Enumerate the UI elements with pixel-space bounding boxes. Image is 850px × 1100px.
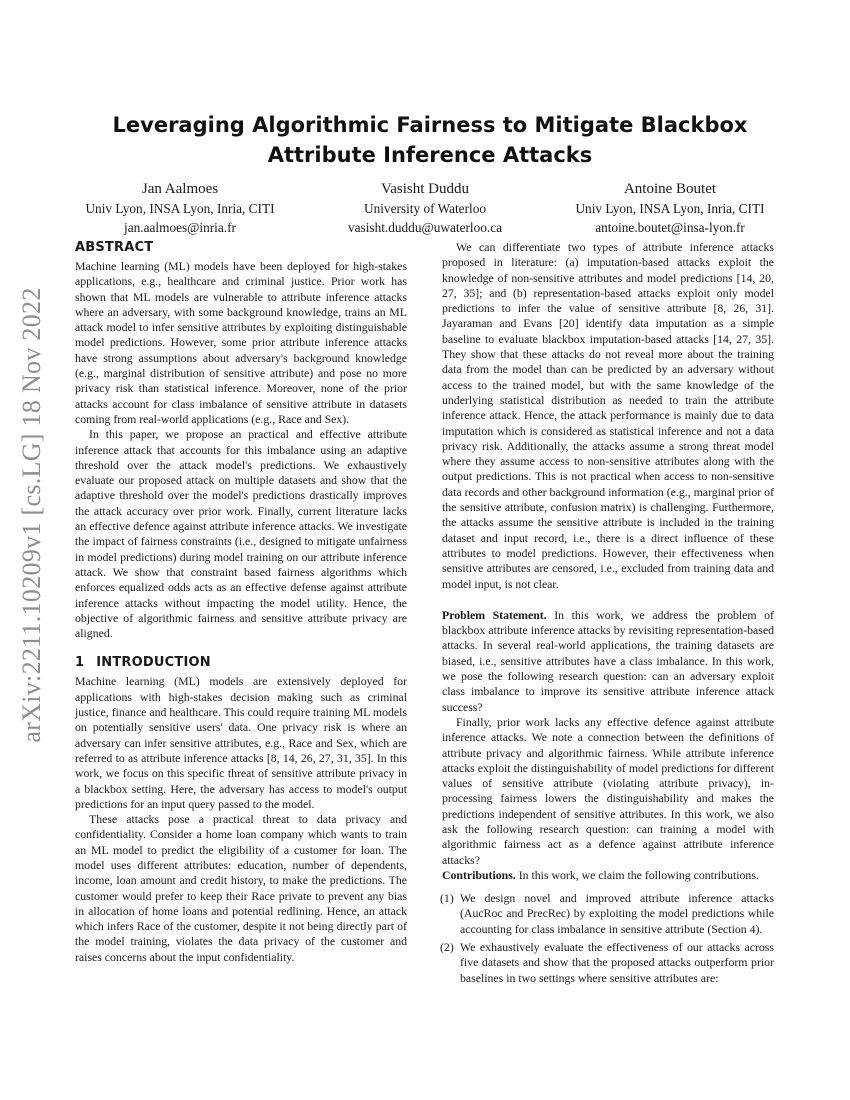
author-affiliation: Univ Lyon, INSA Lyon, Inria, CITI	[85, 201, 275, 216]
author-1	[60, 179, 300, 237]
problem-statement-paragraph	[442, 608, 774, 715]
right-column	[442, 240, 774, 989]
paper-title: Leveraging Algorithmic Fairness to Mitigate Blackbox Attribute Inference Attacks	[112, 113, 748, 167]
abstract-heading: ABSTRACT	[75, 240, 154, 255]
list-text: We design novel and improved attribute inference attacks (AucRoc and PrecRec) by exploiting the model predictions while accounting for class imbalance in sensitive attribute (Section 4).	[460, 891, 774, 936]
author-name: Jan Aalmoes	[141, 181, 219, 197]
contributions-list	[442, 891, 774, 986]
intro-paragraph-1: Machine learning (ML) models are extensively deployed for applications with high-stakes decision making such as criminal justice, finance and healthcare. This could require training ML models on potentially sensitive users' data. One privacy risk is where an adversary can infer sensitive attributes, e.g., Race and Sex, which are referred to as attribute inference attacks [8, 14, 26, 27, 31, 35]. In this work, we focus on this specific threat of sensitive attribute privacy in a blackbox setting. Here, the adversary has access to model's output predictions for an input query passed to the model.	[75, 674, 407, 811]
author-name: Vasisht Duddu	[381, 181, 469, 197]
author-3	[550, 179, 790, 237]
abstract-paragraph-1: Machine learning (ML) models have been deployed for high-stakes applications, e.g., healthcare and criminal justice. Prior work has shown that ML models are vulnerable to attribute inference attacks where an adversary, with some background knowledge, trains an ML attack model to infer sensitive attributes by exploiting distinguishable model predictions. However, some prior attribute inference attacks have strong assumptions about adversary's background knowledge (e.g., marginal distribution of sensitive attribute) and pose no more privacy risk than statistical inference. Moreover, none of the prior attacks account for class imbalance of sensitive attribute in datasets coming from real-world applications (e.g., Race and Sex).	[75, 259, 407, 426]
introduction-heading	[75, 655, 407, 670]
defence-paragraph: Finally, prior work lacks any effective defence against attribute inference attacks. We note a connection between the definitions of attribute privacy and algorithmic fairness. While attribute inference attacks exploit the distinguishability of model predictions for different values of sensitive attribute (violating attribute privacy), in-processing fairness lowers the distinguishability and makes the predictions independent of sensitive attributes. In this work, we also ask the following research question: can training a model with algorithmic fairness act as a defence against attribute inference attacks?	[442, 714, 774, 867]
problem-statement-label: Problem Statement.	[442, 607, 547, 622]
author-affiliation: Univ Lyon, INSA Lyon, Inria, CITI	[575, 201, 765, 216]
list-number: (1)	[440, 891, 454, 906]
attack-types-paragraph: We can differentiate two types of attribute inference attacks proposed in literature: (a) imputation-based attacks exploit the knowledge of non-sensitive attributes and model predictions [14, 20, 27, 35]; and (b) representation-based attacks exploit only model predictions to infer the value of sensitive attribute [8, 26, 31]. Jayaraman and Evans [20] identify data imputation as a simple baseline to evaluate blackbox imputation-based attacks [14, 27, 35]. They show that these attacks do not reveal more about the training data from the model than can be predicted by an adversary without access to the trained model, but with the same knowledge of the underlying statistical distribution as needed to train the attribute inference attack. Hence, the attack performance is mainly due to data imputation which is considered as statistical inference and not a data privacy risk. Additionally, the attacks assume a strong threat model where they assume access to non-sensitive attributes along with the output predictions. This is not practical when access to non-sensitive data records and other background information (e.g., marginal prior of the sensitive attribute, confusion matrix) is challenging. Furthermore, the attacks assume the sensitive attribute is included in the training dataset and input record, i.e., there is a direct influence of these attributes to model predictions. However, their effectiveness when sensitive attributes are censored, i.e., excluded from training data and model input, is not clear.	[442, 240, 774, 591]
list-text: We exhaustively evaluate the effectiveness of our attacks across five datasets and show that the proposed attacks outperform prior baselines in two settings where sensitive attributes are:	[460, 940, 774, 985]
author-2	[305, 179, 545, 237]
arxiv-identifier: arXiv:2211.10209v1 [cs.LG] 18 Nov 2022	[17, 287, 46, 743]
list-item	[442, 940, 774, 986]
author-email: jan.aalmoes@inria.fr	[124, 219, 236, 235]
problem-statement-text: In this work, we address the problem of blackbox attribute inference attacks by revisiting representation-based attacks. In several real-world applications, the training datasets are biased, i.e., sensitive attributes have a class imbalance. In this work, we pose the following research question: can an adversary exploit class imbalance to improve its sensitive attribute inference attack success?	[442, 607, 774, 714]
section-number: 1	[75, 655, 85, 671]
abstract-paragraph-2: In this paper, we propose an practical and effective attribute inference attack that accounts for this imbalance using an adaptive threshold over the attack model's predictions. We exhaustively evaluate our proposed attack on multiple datasets and show that the adaptive threshold over the model's predictions drastically improves the attack accuracy over prior work. Finally, current literature lacks an effective defence against attribute inference attacks. We investigate the impact of fairness constraints (i.e., designed to mitigate unfairness in model predictions) during model training on our attribute inference attack. We show that constraint based fairness algorithms which enforces equalized odds acts as an effective defense against attribute inference attacks without impacting the model utility. Hence, the objective of algorithmic fairness and sensitive attribute privacy are aligned.	[75, 427, 407, 641]
left-column	[75, 240, 407, 965]
list-item	[442, 891, 774, 937]
intro-paragraph-2: These attacks pose a practical threat to data privacy and confidentiality. Consider a home loan company which wants to train an ML model to predict the eligibility of a customer for loan. The model uses different attributes: education, number of dependents, income, loan amount and credit history, to make the predictions. The customer would prefer to keep their Race private to prevent any bias in allocation of home loans and potential redlining. Hence, an attack which infers Race of the customer, despite it not being directly part of the model training, violates the data privacy of the customer and raises concerns about the input confidentiality.	[75, 812, 407, 964]
author-email: vasisht.duddu@uwaterloo.ca	[347, 219, 503, 235]
author-affiliation: University of Waterloo	[363, 201, 487, 216]
contributions-paragraph	[442, 868, 774, 883]
author-email: antoine.boutet@insa-lyon.fr	[595, 219, 745, 235]
list-number: (2)	[440, 940, 454, 955]
author-name: Antoine Boutet	[623, 181, 717, 197]
section-title: INTRODUCTION	[96, 655, 211, 671]
author-block	[60, 179, 790, 237]
contributions-text: In this work, we claim the following contributions.	[515, 867, 759, 882]
contributions-label: Contributions.	[442, 867, 516, 882]
